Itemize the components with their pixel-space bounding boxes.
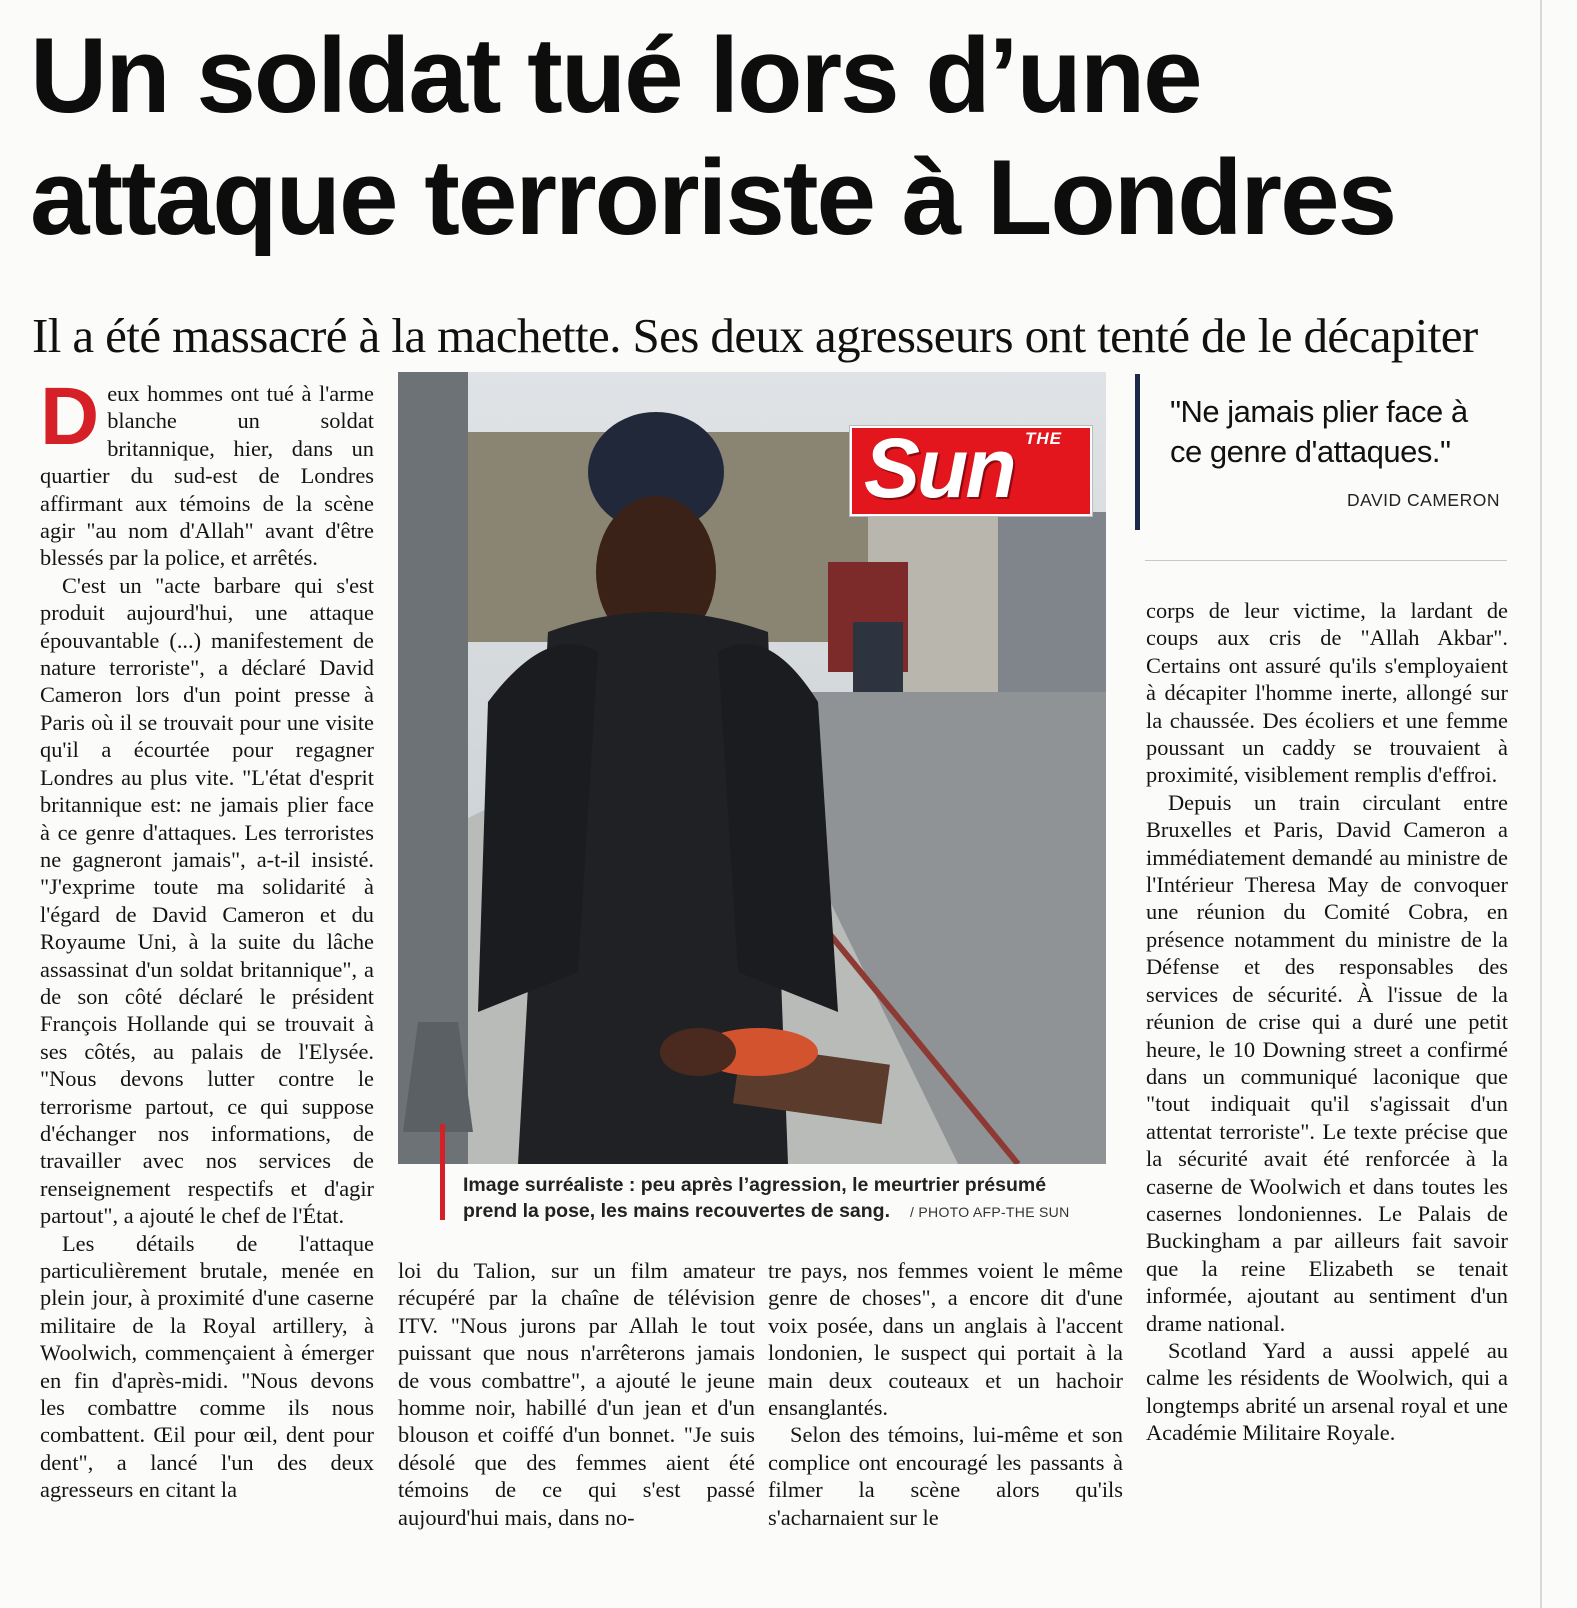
news-photo [398, 372, 1106, 1164]
caption-text: Image surréaliste : peu après l’agression, le meurtrier présumé prend la pose, les mains recouvertes de sang. [463, 1174, 1047, 1222]
article-column-1 [40, 371, 374, 1504]
page-edge [1540, 0, 1542, 1608]
article-column-2 [398, 1257, 755, 1531]
article-paragraph: C'est un "acte barbare qui s'est produit aujourd'hui, une attaque épouvantable (...) manifestement de nature terroriste", a déclaré David Cameron lors d'un point presse à Paris où il se trouvait pour une visite qu'il a écourtée pour regagner Londres au plus vite. "L'état d'esprit britannique est: ne jamais plier face à ce genre d'attaques. Les terroristes ne gagneront jamais", a-t-il insisté. "J'exprime toute ma solidarité à l'égard de David Cameron et du Royaume Uni, à la suite du lâche assassinat d'un soldat britannique", a de son côté déclaré le président François Hollande qui se trouvait à ses côtés, au palais de l'Elysée. "Nous devons lutter contre le terrorisme partout, ce qui suppose d'échanger nos informations, de travailler avec nos services de renseignement respectifs et d'agir partout", a ajouté le chef de l'État. [40, 572, 374, 1229]
pull-quote [1135, 374, 1510, 530]
headline [30, 14, 1550, 258]
article-paragraph: Les détails de l'attaque particulièrement brutale, menée en plein jour, à proximité d'une caserne militaire de la Royal artillery, à Woolwich, commençaient à émerger en fin d'après-midi. "Nous devons les combattre comme ils nous combattent. Œil pour œil, dent pour dent", a lancé l'un des deux agresseurs en citant la [40, 1230, 374, 1503]
article-paragraph [40, 371, 374, 572]
article-column-3 [768, 1257, 1123, 1531]
caption-accent-bar [440, 1124, 445, 1220]
subheadline: Il a été massacré à la machette. Ses deux agresseurs ont tenté de le décapiter [32, 308, 1478, 363]
logo-name: Sun [864, 421, 1014, 515]
photo-credit: / PHOTO AFP-THE SUN [910, 1204, 1070, 1220]
quote-divider [1145, 560, 1507, 561]
article-paragraph: Depuis un train circulant entre Bruxelles et Paris, David Cameron a immédiatement demandé au ministre de l'Intérieur Theresa May de convoquer une réunion du Comité Cobra, en présence notamment du ministre de la Défense et des responsables des services de sécurité. À l'issue de la réunion de crise qui a duré une petit heure, le 10 Downing street a confirmé dans un communiqué laconique que "tout indiquait qu'il s'agissait d'un attentat terroriste". Le texte précise que la sécurité avait été renforcée à la caserne de Woolwich et dans toutes les casernes londoniennes. Le Palais de Buckingham a par ailleurs fait savoir que la reine Elizabeth se tenait informée, ajoutant au sentiment d'un drame national. [1146, 789, 1508, 1336]
quote-author: DAVID CAMERON [1347, 490, 1500, 510]
headline-line-2: attaque terroriste à Londres [30, 137, 1396, 257]
article-paragraph: Selon des témoins, lui-même et son complice ont encouragé les passants à filmer la scène alors qu'ils s'acharnaient sur le [768, 1422, 1123, 1530]
article-column-4 [1146, 597, 1508, 1447]
logo-the: THE [1025, 429, 1062, 448]
drop-cap: D [40, 371, 100, 462]
article-paragraph: tre pays, nos femmes voient le même genre de choses", a encore dit d'une voix posée, dans un anglais à l'accent londonien, le suspect qui portait à la main deux couteaux et un hachoir ensanglantés. [768, 1258, 1123, 1421]
article-paragraph: Scotland Yard a aussi appelé au calme les résidents de Woolwich, qui a longtemps abrité un arsenal royal et une Académie Militaire Royale. [1146, 1337, 1508, 1446]
article-paragraph: loi du Talion, sur un film amateur récupéré par la chaîne de télévision ITV. "Nous jurons par Allah le tout puissant que nous n'arrêterons jamais de vous combattre", a ajouté le jeune homme noir, habillé d'un jean et d'un blouson et coiffé d'un bonnet. "Je suis désolé que des femmes aient été témoins de ce qui s'est passé aujourd'hui mais, dans no- [398, 1258, 755, 1530]
paragraph-text: eux hommes ont tué à l'arme blanche un soldat britannique, hier, dans un quartier du sud-est de Londres affirmant aux témoins de la scène agir "au nom d'Allah" avant d'être blessés par la police, et arrêtés. [40, 381, 374, 571]
quote-text: "Ne jamais plier face à ce genre d'attaques." [1170, 394, 1468, 469]
the-sun-logo [850, 421, 1092, 516]
article-paragraph: corps de leur victime, la lardant de coups aux cris de "Allah Akbar". Certains ont assuré qu'ils s'employaient à décapiter l'homme inerte, allongé sur la chaussée. Des écoliers et une femme poussant un caddy se trouvaient à proximité, visiblement remplis d'effroi. [1146, 598, 1508, 788]
photo-caption [463, 1172, 1103, 1225]
headline-line-1: Un soldat tué lors d’une [30, 15, 1201, 135]
